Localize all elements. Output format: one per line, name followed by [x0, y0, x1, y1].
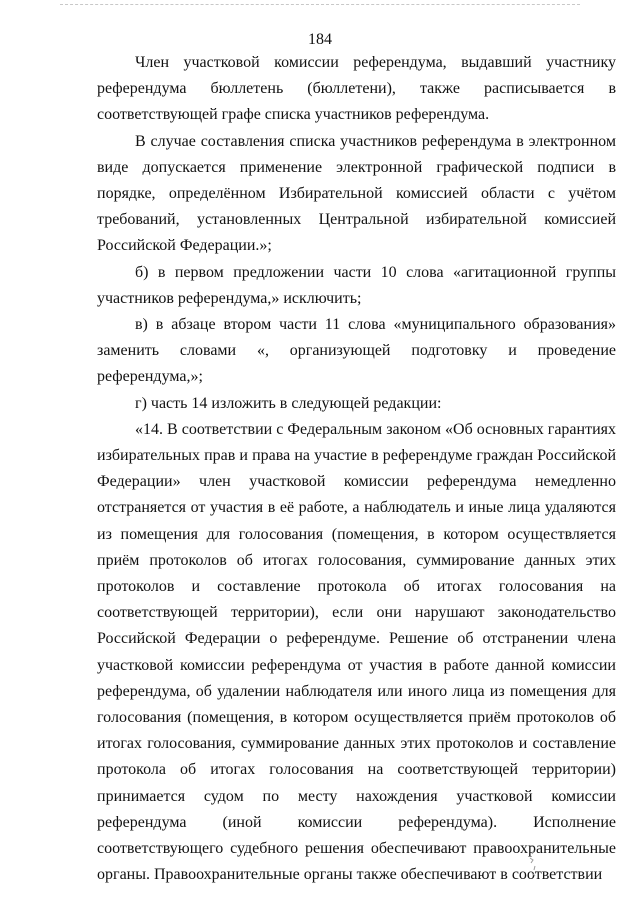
paragraph: б) в первом предложении части 10 слова «агитационной группы участников референдума,» исключить;: [97, 263, 616, 307]
scan-artifact-mark: [526, 848, 540, 878]
paragraph: г) часть 14 изложить в следующей редакции:: [135, 394, 442, 412]
paragraph: В случае составления списка участников референдума в электронном виде допускается применение электронной графической подписи в порядке, определённом Избирательной комиссией области с учётом требований, установленных Центральной избирательной комиссией Российской Федерации.»;: [97, 132, 616, 255]
paragraph: в) в абзаце втором части 11 слова «муниципального образования» заменить словами «, организующей подготовку и проведение референдума,»;: [97, 316, 616, 386]
paragraph: «14. В соответствии с Федеральным законом «Об основных гарантиях избирательных прав и права на участие в референдуме граждан Российской Федерации» член участковой комиссии референдума немедленно отстраняется от участия в её работе, а наблюдатель и иные лица удаляются из помещения для голосования (помещения, в котором осуществляется приём протоколов об итогах голосования, суммирование данных этих протоколов и составление протокола об итогах голосования на соответствующей территории), если они нарушают законодательство Российской Федерации о референдуме. Решение об отстранении члена участковой комиссии референдума от участия в работе данной комиссии референдума, об удалении наблюдателя или иного лица из помещения для голосования (помещения, в котором осуществляется приём протоколов об итогах голосования, суммирование данных этих протоколов и составление протокола об итогах голосования на соответствующей территории) принимается судом по месту нахождения участковой комиссии референдума (иной комиссии референдума). Исполнение соответствующего судебного решения обеспечивают правоохранительные органы. Правоохранительные органы также обеспечивают в соответствии: [97, 420, 616, 884]
document-body: [97, 50, 616, 889]
paragraph: Член участковой комиссии референдума, выдавший участнику референдума бюллетень (бюллетени), также расписывается в соответствующей графе списка участников референдума.: [97, 54, 616, 124]
scan-top-edge: [60, 4, 580, 5]
page-number: 184: [308, 31, 332, 48]
